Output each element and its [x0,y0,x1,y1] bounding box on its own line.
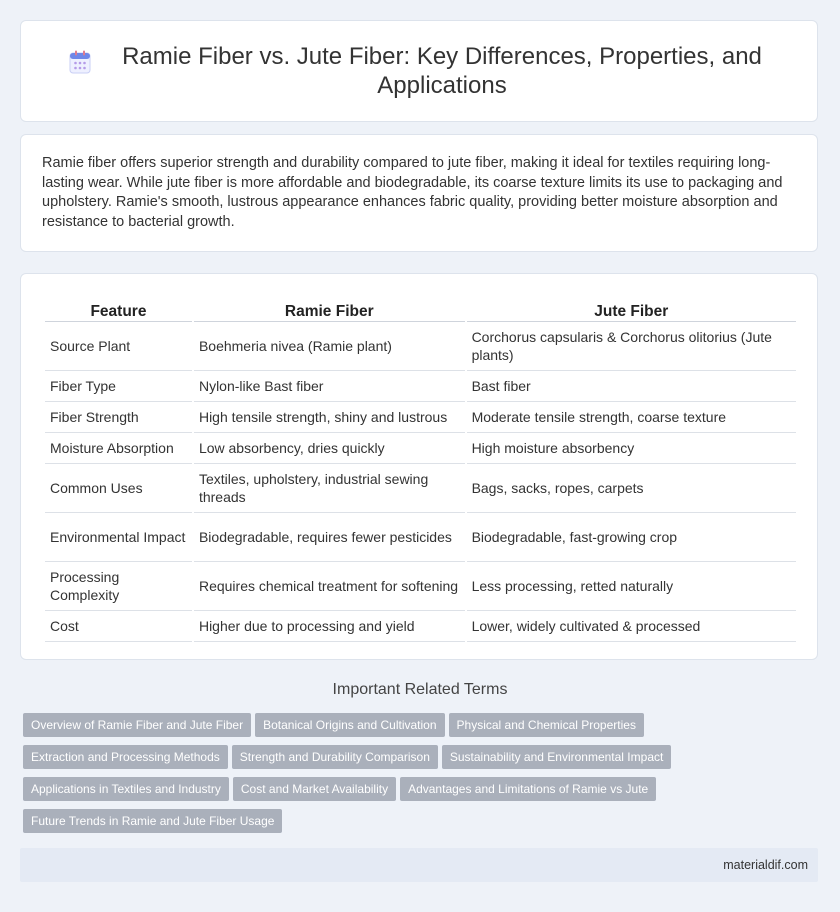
related-term-tag[interactable]: Advantages and Limitations of Ramie vs Jute [400,777,656,801]
table-row [45,371,796,402]
table-cell: Less processing, retted naturally [467,562,796,611]
table-row [45,322,796,371]
table-cell: Boehmeria nivea (Ramie plant) [194,322,465,371]
table-cell: Bags, sacks, ropes, carpets [467,464,796,513]
table-header-row [45,294,796,322]
related-term-tag[interactable]: Overview of Ramie Fiber and Jute Fiber [23,713,251,737]
footer-site-link[interactable]: materialdif.com [723,858,808,872]
related-term-tag[interactable]: Strength and Durability Comparison [232,745,438,769]
calendar-icon [69,50,91,74]
column-header-ramie: Ramie Fiber [194,294,465,322]
table-cell: Bast fiber [467,371,796,402]
related-terms-list [23,713,803,841]
comparison-table [43,294,798,642]
table-cell: Common Uses [45,464,192,513]
page-title: Ramie Fiber vs. Jute Fiber: Key Differences, Properties, and Applications [122,43,762,99]
related-terms-heading: Important Related Terms [332,681,508,698]
table-cell: Moderate tensile strength, coarse texture [467,402,796,433]
table-cell: Textiles, upholstery, industrial sewing threads [194,464,465,513]
table-row [45,513,796,562]
title-card [20,20,818,122]
table-cell: Nylon-like Bast fiber [194,371,465,402]
table-row [45,464,796,513]
table-cell: Cost [45,611,192,642]
table-row [45,402,796,433]
intro-paragraph: Ramie fiber offers superior strength and durability compared to jute fiber, making it ideal for textiles requiring long-lasting wear. While jute fiber is more affordable and biodegradable, its coarse texture limits its use to packaging and upholstery. Ramie's smooth, lustrous appearance enhances fabric quality, providing better moisture absorption and resistance to bacterial growth. [42,155,783,230]
table-cell: Environmental Impact [45,513,192,562]
column-header-jute: Jute Fiber [467,294,796,322]
table-cell: High moisture absorbency [467,433,796,464]
table-row [45,433,796,464]
footer [20,848,818,882]
comparison-card [20,273,818,660]
table-cell: Source Plant [45,322,192,371]
related-term-tag[interactable]: Extraction and Processing Methods [23,745,228,769]
related-term-tag[interactable]: Sustainability and Environmental Impact [442,745,671,769]
related-term-tag[interactable]: Physical and Chemical Properties [449,713,644,737]
related-term-tag[interactable]: Applications in Textiles and Industry [23,777,229,801]
table-cell: Biodegradable, requires fewer pesticides [194,513,465,562]
table-cell: Low absorbency, dries quickly [194,433,465,464]
table-cell: Biodegradable, fast-growing crop [467,513,796,562]
table-cell: Lower, widely cultivated & processed [467,611,796,642]
table-cell: Requires chemical treatment for softening [194,562,465,611]
table-cell: Corchorus capsularis & Corchorus olitorius (Jute plants) [467,322,796,371]
table-row [45,562,796,611]
table-cell: Higher due to processing and yield [194,611,465,642]
related-term-tag[interactable]: Cost and Market Availability [233,777,396,801]
column-header-feature: Feature [45,294,192,322]
intro-card [20,134,818,252]
table-cell: Fiber Type [45,371,192,402]
table-cell: High tensile strength, shiny and lustrous [194,402,465,433]
table-cell: Fiber Strength [45,402,192,433]
related-term-tag[interactable]: Botanical Origins and Cultivation [255,713,444,737]
table-row [45,611,796,642]
related-term-tag[interactable]: Future Trends in Ramie and Jute Fiber Usage [23,809,282,833]
table-cell: Moisture Absorption [45,433,192,464]
table-cell: Processing Complexity [45,562,192,611]
